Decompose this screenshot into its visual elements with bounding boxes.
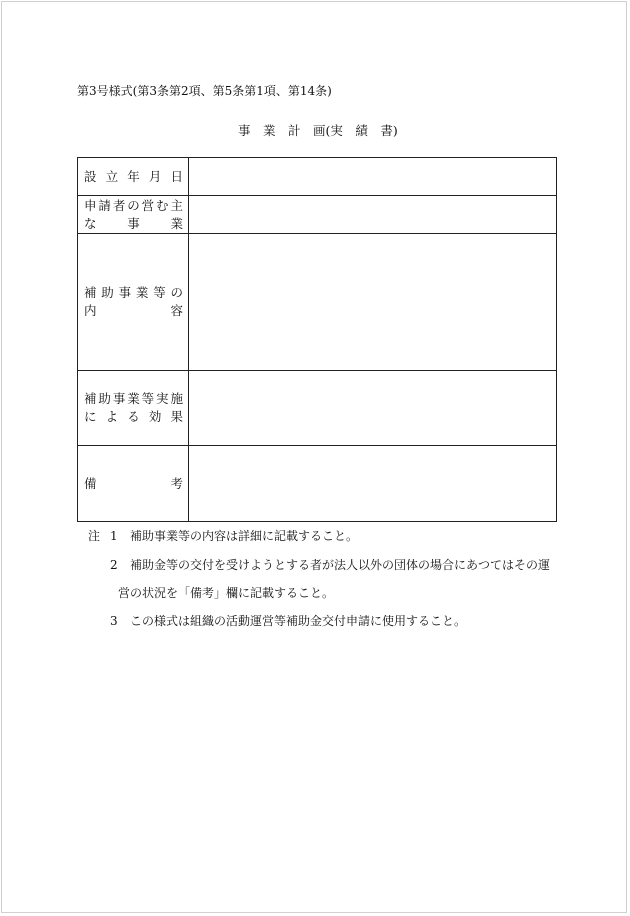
row-label-remarks [78,446,189,522]
row-label-main-business [78,196,189,234]
label-line: 補 助 事 業 等 実 施 [84,391,183,406]
main-business-value[interactable] [189,196,557,234]
project-effect-value[interactable] [189,371,557,446]
note-text: 補助事業等の内容は詳細に記載すること。 [130,529,359,543]
row-label-establishment-date [78,158,189,196]
label-line: 申 請 者 の 営 む 主 [84,197,183,213]
note-item-2-continuation [118,587,334,600]
project-content-value[interactable] [189,234,557,371]
note-number: 2 [110,558,118,572]
label-line: な 事 業 [84,215,183,231]
label-line: 補 助 事 業 等 の [84,285,183,300]
table-row [78,196,557,234]
label-line: 備 考 [84,475,183,491]
table-row [78,446,557,522]
label-line: に よ る 効 果 [84,409,183,424]
label-line: 内 容 [84,303,183,318]
note-text: 営の状況を「備考」欄に記載すること。 [118,586,335,600]
note-item-3 [110,615,466,628]
notes-heading: 注 [88,529,101,543]
note-item-1 [88,530,358,543]
form-number: 第3号様式(第3条第2項、第5条第1項、第14条) [77,84,332,98]
table-row [78,158,557,196]
business-plan-table [77,157,557,522]
row-label-project-effect [78,371,189,446]
note-number: 3 [110,614,118,628]
note-text: 補助金等の交付を受けようとする者が法人以外の団体の場合にあつてはその運 [130,558,551,572]
table-row [78,234,557,371]
remarks-value[interactable] [189,446,557,522]
note-item-2 [110,559,550,572]
row-label-project-content [78,234,189,371]
note-text: この様式は組織の活動運営等補助金交付申請に使用すること。 [130,614,467,628]
table-row [78,371,557,446]
establishment-date-value[interactable] [189,158,557,196]
label-line: 設 立 年 月 日 [84,168,183,184]
note-number: 1 [110,529,118,543]
document-title: 事 業 計 画(実 績 書) [238,123,398,138]
